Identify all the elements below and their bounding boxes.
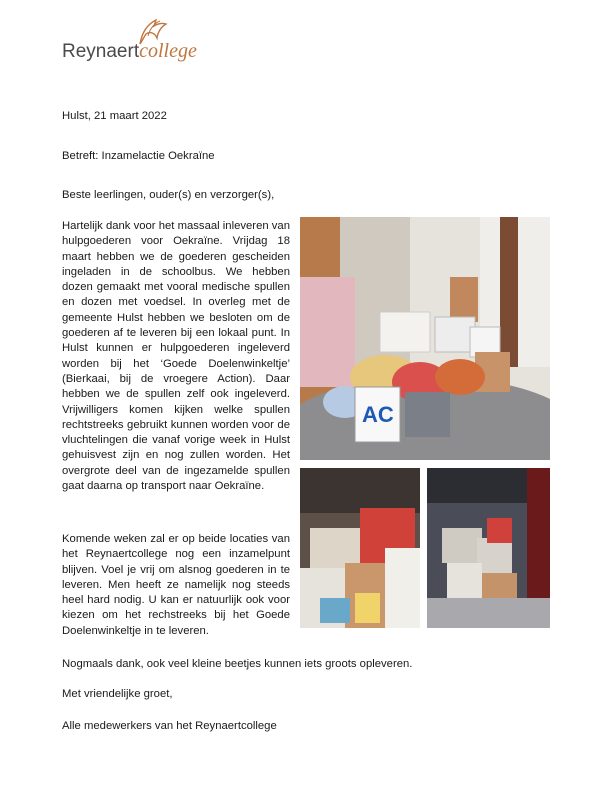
photo-boxes-in-bus <box>300 468 420 628</box>
logo-suffix: college <box>139 40 197 62</box>
photo-loaded-van <box>427 468 550 628</box>
letter-greeting: Beste leerlingen, ouder(s) en verzorger(s), <box>62 189 275 201</box>
logo-brand: Reynaert <box>62 41 140 62</box>
closing-signature: Alle medewerkers van het Reynaertcollege <box>62 720 277 732</box>
letter-subject: Betreft: Inzamelactie Oekraïne <box>62 150 215 162</box>
photo-donated-goods <box>300 217 550 460</box>
closing-regards: Met vriendelijke groet, <box>62 688 173 700</box>
body-paragraph-2: Komende weken zal er op beide locaties van het Reynaertcollege nog een inzamelpunt blijven. Voel je vrij om alsnog goederen in te leveren. Men heeft ze namelijk nog steeds heel hard nodig. U kan er natuurlijk ook voor kiezen om het rechstreeks bij het Goede Doelenwinkeltje in te leveren. <box>62 533 290 637</box>
closing-thanks: Nogmaals dank, ook veel kleine beetjes kunnen iets groots opleveren. <box>62 658 413 670</box>
logo-wordmark <box>62 40 197 63</box>
body-paragraph-1: Hartelijk dank voor het massaal inleveren van hulpgoederen voor Oekraïne. Vrijdag 18 maart hebben we de goederen gescheiden ingeladen in de schoolbus. We hebben dozen gemaakt met vooral medische spullen en dozen met voedsel. In overleg met de gemeente Hulst hebben we besloten om de goederen af te leveren bij een lokaal punt. In Hulst kunnen er hulpgoederen ingeleverd worden bij het ‘Goede Doelenwinkeltje’ (Bierkaai, bij de vroegere Action). Daar hebben we de spullen zelf ook ingeleverd. Vrijwilligers komen kijken welke spullen rechtstreeks gebruikt kunnen worden voor de vluchtelingen die vanaf vorige week in Hulst gehuisvest zijn en nog zullen worden. Het overgrote deel van de ingezamelde spullen gaat daarna op transport naar Oekraïne. <box>62 220 290 493</box>
letter-date: Hulst, 21 maart 2022 <box>62 110 167 122</box>
svg-text:AC: AC <box>362 402 394 427</box>
